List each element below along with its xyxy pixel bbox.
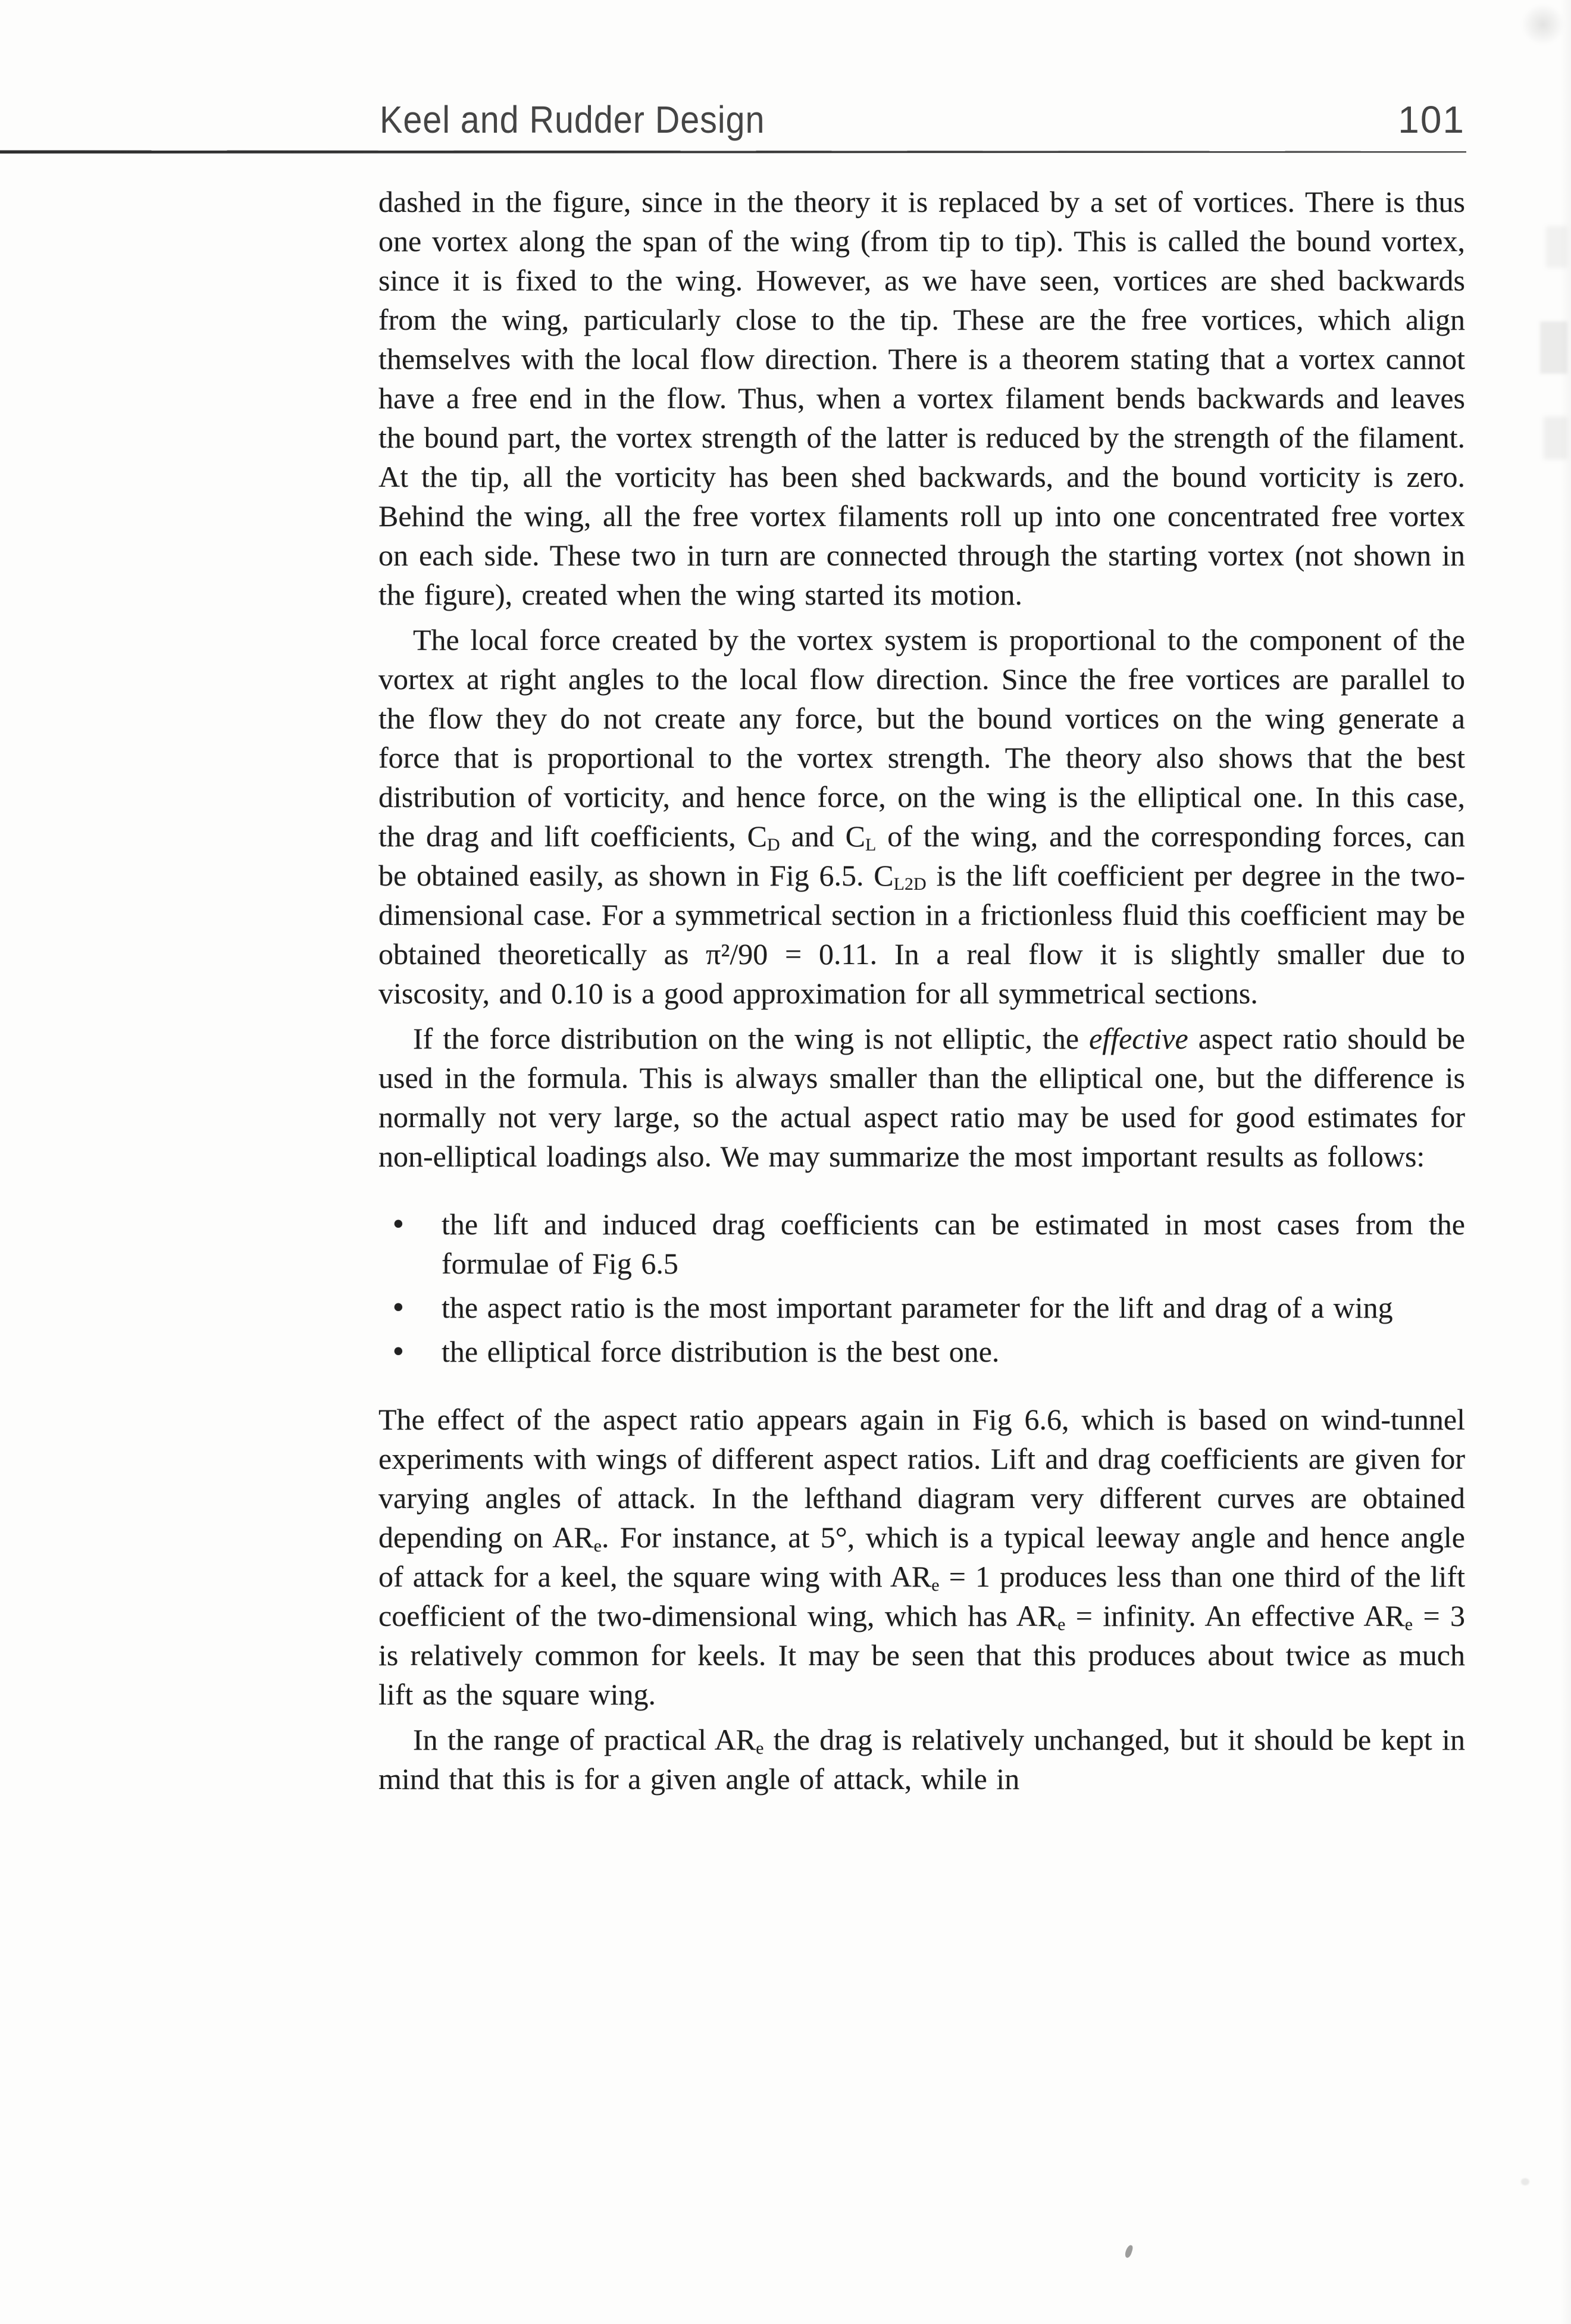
bullet-dot-icon: ● (393, 1296, 404, 1316)
scan-streak (1546, 226, 1567, 268)
body-text-column (378, 182, 1465, 1798)
scan-streak (1544, 417, 1567, 459)
page-number: 101 (1398, 98, 1465, 141)
paragraph-continuation-vortex-theory: dashed in the figure, since in the theory it is replaced by a set of vortices. There is thus one vortex along the span of the wing (from tip to tip). This is called the bound vortex, since it is fixed to the wing. However, as we have seen, vortices are shed backwards from the wing, particularly close to the tip. These are the free vortices, which align themselves with the local flow direction. There is a theorem stating that a vortex cannot have a free end in the flow. Thus, when a vortex filament bends backwards and leaves the bound part, the vortex strength of the latter is reduced by the strength of the filament. At the tip, all the vorticity has been shed backwards, and the bound vorticity is zero. Behind the wing, all the free vortex filaments roll up into one concentrated free vortex on each side. These two in turn are connected through the starting vortex (not shown in the figure), created when the wing started its motion. (378, 185, 1465, 611)
scan-smudge (1521, 4, 1565, 45)
paragraph-practical-ar-drag: In the range of practical $AR_e$ the drag is relatively unchanged, but it should be kept in mind that this is for a given angle of attack, while in (378, 1723, 1465, 1796)
bullet-item-aspect-ratio-parameter (378, 1288, 1465, 1327)
paragraph-aspect-ratio-effect: The effect of the aspect ratio appears again in Fig 6.6, which is based on wind-tunnel experiments with wings of different aspect ratios. Lift and drag coefficients are given for varying angles of attack. In the lefthand diagram very different curves are obtained depending on $AR_e$. For instance, at 5°, which is a typical leeway angle and hence angle of attack for a keel, the square wing with $AR_e = 1$ produces less than one third of the lift coefficient of the two-dimensional wing, which has $AR_e$ = infinity. An effective $AR_e = 3$ is relatively common for keels. It may be seen that this produces about twice as much lift as the square wing. (378, 1403, 1465, 1711)
scan-speck (1124, 2244, 1134, 2259)
summary-bullet-list (378, 1205, 1465, 1371)
header-rule (0, 150, 1466, 154)
bullet-item-text: the aspect ratio is the most important parameter for the lift and drag of a wing (442, 1291, 1393, 1324)
paragraph-effective-aspect-ratio: If the force distribution on the wing is not elliptic, the effective aspect ratio should be used in the formula. This is always smaller than the elliptical one, but the difference is normally not very large, so the actual aspect ratio may be used for good estimates for non-elliptical loadings also. We may summarize the most important results as follows: (378, 1022, 1465, 1173)
bullet-item-elliptical-distribution (378, 1332, 1465, 1371)
bullet-dot-icon: ● (393, 1212, 404, 1233)
paragraph-local-force: The local force created by the vortex system is proportional to the component of the vortex at right angles to the local flow direction. Since the free vortices are parallel to the flow they do not create any force, but the bound vortices on the wing generate a force that is proportional to the vortex strength. The theory also shows that the best distribution of vorticity, and hence force, on the wing is the elliptical one. In this case, the drag and lift coefficients, $C_D$ and $C_L$ of the wing, and the corresponding forces, can be obtained easily, as shown in Fig 6.5. $C_{L2D}$ is the lift coefficient per degree in the two-dimensional case. For a symmetrical section in a frictionless fluid this coefficient may be obtained theoretically as π²/90 = 0.11. In a real flow it is slightly smaller due to viscosity, and 0.10 is a good approximation for all symmetrical sections. (378, 623, 1466, 1010)
scan-speck (1521, 2178, 1529, 2185)
scan-streak (1540, 321, 1567, 374)
running-head-title: Keel and Rudder Design (380, 98, 765, 141)
bullet-item-text: the elliptical force distribution is the best one. (442, 1335, 1000, 1368)
bullet-dot-icon: ● (393, 1340, 404, 1360)
bullet-item-text: the lift and induced drag coefficients can be estimated in most cases from the formulae of Fig 6.5 (442, 1208, 1465, 1280)
bullet-item-lift-drag-estimates (378, 1205, 1465, 1283)
scan-edge-shadow (1560, 0, 1571, 2324)
